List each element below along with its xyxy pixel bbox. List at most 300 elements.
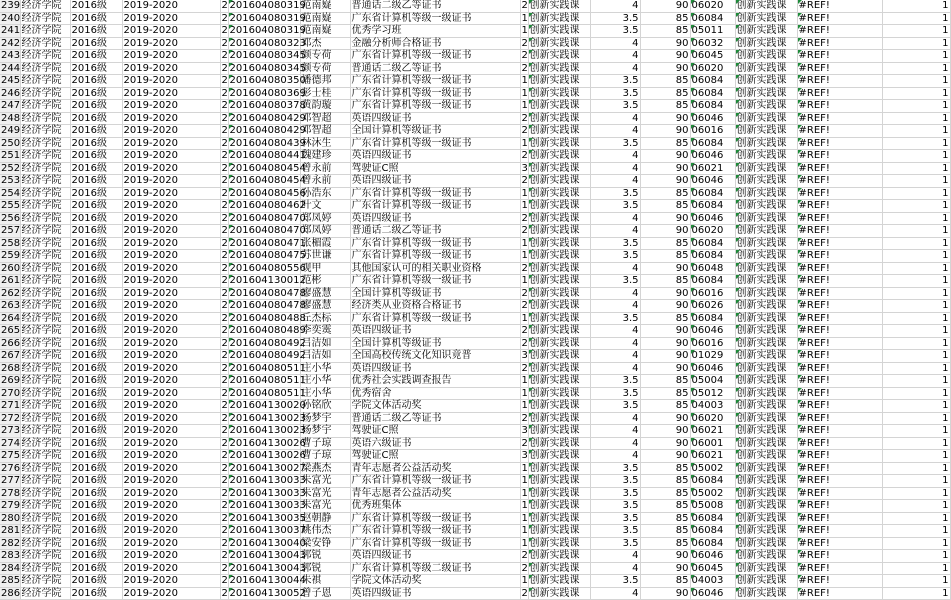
term-cell[interactable]: 2 [221,512,228,524]
student-id-cell[interactable]: 201604130043 [229,562,306,574]
certificate-cell[interactable]: 广东省计算机等级一级证书 [350,12,520,25]
certificate-cell[interactable]: 广东省计算机等级一级证书 [350,250,520,263]
flag-cell[interactable]: 1 [882,187,950,200]
ref-error-cell[interactable]: #REF! [797,75,882,88]
college-cell[interactable]: 经济学院 [20,112,70,125]
student-id-cell[interactable]: 201604080470 [229,225,306,236]
score-cell[interactable]: 90 [640,450,690,463]
category-cell[interactable]: 创新实践课 [735,462,797,475]
college-cell[interactable]: 经济学院 [20,12,70,25]
flag-cell[interactable]: 1 [882,100,950,113]
row-header[interactable]: 244 [1,62,21,74]
ref-error-cell[interactable]: #REF! [797,250,882,263]
term-cell[interactable]: 2 [221,550,228,561]
student-id-cell[interactable]: 201604080319 [229,0,306,11]
credit-cell[interactable]: 3.5 [590,537,640,550]
college-cell[interactable]: 经济学院 [20,187,70,200]
student-name-cell[interactable]: 赵朝静 [300,512,350,525]
term-cell[interactable]: 2 [221,525,228,536]
score-cell[interactable]: 85 [640,400,690,413]
term-cell[interactable]: 2 [221,350,228,361]
term-cell[interactable]: 2 [221,187,228,199]
certificate-cell[interactable]: 学院文体活动奖 [350,400,520,413]
student-id-cell[interactable]: 201604130033 [229,487,306,499]
term-cell[interactable]: 2 [221,12,228,24]
flag-cell[interactable]: 1 [882,237,950,250]
credit-cell[interactable]: 4 [590,125,640,138]
category-cell[interactable]: 创新实践课 [735,262,797,275]
credit-cell[interactable]: 3.5 [590,487,640,500]
category-cell[interactable]: 创新实践课 [735,487,797,500]
course-type-cell[interactable]: 创新实践课 [528,187,590,200]
certificate-cell[interactable]: 优秀学习班 [350,25,520,38]
course-type-cell[interactable]: 创新实践课 [528,200,590,213]
category-cell[interactable]: 创新实践课 [735,250,797,263]
student-id-cell[interactable]: 201604130052 [229,587,306,599]
year-cell[interactable]: 2019-2020 [122,425,220,438]
row-header[interactable]: 278 [1,487,21,499]
flag-cell[interactable]: 1 [882,112,950,125]
row-header[interactable]: 256 [1,212,21,224]
term-cell[interactable]: 2 [221,325,228,336]
student-name-cell[interactable]: 张楣霞 [300,237,350,250]
flag-cell[interactable]: 1 [882,200,950,213]
student-id-cell[interactable]: 201604080511 [229,362,306,374]
code-cell[interactable]: 06020 [690,62,735,75]
student-id-cell[interactable]: 201604130023 [229,425,306,436]
code-cell[interactable]: 06016 [690,337,735,350]
level-cell[interactable]: 2 [521,0,528,11]
year-cell[interactable]: 2019-2020 [122,587,220,600]
level-cell[interactable]: 1 [521,75,528,86]
course-type-cell[interactable]: 创新实践课 [528,62,590,75]
flag-cell[interactable]: 1 [882,500,950,513]
course-type-cell[interactable]: 创新实践课 [528,300,590,313]
certificate-cell[interactable]: 普通话二级乙等证书 [350,0,520,12]
certificate-cell[interactable]: 广东省计算机等级一级证书 [350,187,520,200]
year-cell[interactable]: 2019-2020 [122,475,220,488]
category-cell[interactable]: 创新实践课 [735,325,797,338]
code-cell[interactable]: 06001 [690,437,735,450]
year-cell[interactable]: 2019-2020 [122,0,220,12]
ref-error-cell[interactable]: #REF! [797,587,882,600]
level-cell[interactable]: 1 [521,400,528,411]
code-cell[interactable]: 06046 [690,150,735,163]
certificate-cell[interactable]: 英语四级证书 [350,175,520,188]
score-cell[interactable]: 90 [640,287,690,300]
course-type-cell[interactable]: 创新实践课 [528,337,590,350]
level-cell[interactable]: 1 [521,237,528,249]
term-cell[interactable]: 2 [221,175,228,186]
certificate-cell[interactable]: 经济类从业资格合格证书 [350,300,520,313]
certificate-cell[interactable]: 英语四级证书 [350,325,520,338]
row-header[interactable]: 255 [1,200,21,211]
course-type-cell[interactable]: 创新实践课 [528,500,590,513]
college-cell[interactable]: 经济学院 [20,175,70,188]
year-cell[interactable]: 2019-2020 [122,487,220,500]
certificate-cell[interactable]: 普通话二级乙等证书 [350,225,520,238]
student-name-cell[interactable]: 范彬 [300,275,350,288]
year-cell[interactable]: 2019-2020 [122,562,220,575]
code-cell[interactable]: 06046 [690,175,735,188]
student-name-cell[interactable]: 叶文 [300,200,350,213]
score-cell[interactable]: 90 [640,412,690,425]
grade-cell[interactable]: 2016级 [70,187,122,200]
row-header[interactable]: 283 [1,550,21,561]
credit-cell[interactable]: 3.5 [590,75,640,88]
grade-cell[interactable]: 2016级 [70,500,122,513]
course-type-cell[interactable]: 创新实践课 [528,137,590,150]
year-cell[interactable]: 2019-2020 [122,362,220,375]
certificate-cell[interactable]: 广东省计算机等级二级证书 [350,562,520,575]
category-cell[interactable]: 创新实践课 [735,300,797,313]
college-cell[interactable]: 经济学院 [20,137,70,150]
term-cell[interactable]: 2 [221,0,228,11]
certificate-cell[interactable]: 金融分析师合格证书 [350,37,520,50]
college-cell[interactable]: 经济学院 [20,212,70,225]
row-header[interactable]: 284 [1,562,21,574]
student-id-cell[interactable]: 201604130023 [229,412,306,424]
score-cell[interactable]: 85 [640,525,690,538]
student-name-cell[interactable]: 杨梦宇 [300,412,350,425]
certificate-cell[interactable]: 英语四级证书 [350,112,520,125]
grade-cell[interactable]: 2016级 [70,262,122,275]
college-cell[interactable]: 经济学院 [20,350,70,363]
course-type-cell[interactable]: 创新实践课 [528,375,590,388]
grade-cell[interactable]: 2016级 [70,450,122,463]
certificate-cell[interactable]: 青年志愿者公益活动奖 [350,462,520,475]
college-cell[interactable]: 经济学院 [20,237,70,250]
student-name-cell[interactable]: 曹子琼 [300,450,350,463]
college-cell[interactable]: 经济学院 [20,287,70,300]
course-type-cell[interactable]: 创新实践课 [528,387,590,400]
level-cell[interactable]: 3 [521,162,528,174]
row-header[interactable]: 258 [1,237,21,249]
term-cell[interactable]: 2 [221,50,228,61]
code-cell[interactable]: 06032 [690,37,735,50]
course-type-cell[interactable]: 创新实践课 [528,362,590,375]
term-cell[interactable]: 2 [221,412,228,424]
student-name-cell[interactable]: 黄韵璇 [300,100,350,113]
code-cell[interactable]: 04003 [690,575,735,588]
ref-error-cell[interactable]: #REF! [797,462,882,475]
course-type-cell[interactable]: 创新实践课 [528,400,590,413]
credit-cell[interactable]: 4 [590,337,640,350]
row-header[interactable]: 269 [1,375,21,386]
course-type-cell[interactable]: 创新实践课 [528,37,590,50]
code-cell[interactable]: 01029 [690,350,735,363]
college-cell[interactable]: 经济学院 [20,250,70,263]
year-cell[interactable]: 2019-2020 [122,400,220,413]
student-id-cell[interactable]: 201604130026 [229,450,306,461]
flag-cell[interactable]: 1 [882,275,950,288]
flag-cell[interactable]: 1 [882,62,950,75]
credit-cell[interactable]: 4 [590,350,640,363]
score-cell[interactable]: 90 [640,212,690,225]
category-cell[interactable]: 创新实践课 [735,412,797,425]
course-type-cell[interactable]: 创新实践课 [528,150,590,163]
row-header[interactable]: 248 [1,112,21,124]
student-id-cell[interactable]: 201604080470 [229,212,306,224]
score-cell[interactable]: 85 [640,575,690,588]
credit-cell[interactable]: 3.5 [590,400,640,413]
credit-cell[interactable]: 4 [590,262,640,275]
row-header[interactable]: 262 [1,287,21,299]
college-cell[interactable]: 经济学院 [20,387,70,400]
course-type-cell[interactable]: 创新实践课 [528,212,590,225]
term-cell[interactable]: 2 [221,475,228,486]
student-name-cell[interactable]: 彭士桂 [300,87,350,100]
score-cell[interactable]: 90 [640,362,690,375]
year-cell[interactable]: 2019-2020 [122,350,220,363]
student-name-cell[interactable]: 曾永前 [300,175,350,188]
score-cell[interactable]: 85 [640,100,690,113]
term-cell[interactable]: 2 [221,487,228,499]
term-cell[interactable]: 2 [221,375,228,386]
course-type-cell[interactable]: 创新实践课 [528,487,590,500]
level-cell[interactable]: 1 [521,100,528,111]
level-cell[interactable]: 2 [521,362,528,374]
course-type-cell[interactable]: 创新实践课 [528,475,590,488]
certificate-cell[interactable]: 广东省计算机等级一级证书 [350,475,520,488]
year-cell[interactable]: 2019-2020 [122,225,220,238]
code-cell[interactable]: 06084 [690,275,735,288]
student-id-cell[interactable]: 201604080478 [229,287,306,299]
row-header[interactable]: 276 [1,462,21,474]
score-cell[interactable]: 90 [640,437,690,450]
category-cell[interactable]: 创新实践课 [735,37,797,50]
student-name-cell[interactable]: 颜专荷 [300,50,350,63]
certificate-cell[interactable]: 广东省计算机等级一级证书 [350,87,520,100]
college-cell[interactable]: 经济学院 [20,200,70,213]
code-cell[interactable]: 06046 [690,212,735,225]
credit-cell[interactable]: 3.5 [590,375,640,388]
student-id-cell[interactable]: 201604080456 [229,187,306,199]
flag-cell[interactable]: 1 [882,12,950,25]
college-cell[interactable]: 经济学院 [20,575,70,588]
credit-cell[interactable]: 4 [590,225,640,238]
row-header[interactable]: 251 [1,150,21,161]
flag-cell[interactable]: 1 [882,137,950,150]
level-cell[interactable]: 3 [521,350,528,361]
grade-cell[interactable]: 2016级 [70,375,122,388]
row-header[interactable]: 270 [1,387,21,399]
student-name-cell[interactable]: 林沐生 [300,137,350,150]
student-id-cell[interactable]: 201604080471 [229,237,306,249]
term-cell[interactable]: 2 [221,262,228,274]
grade-cell[interactable]: 2016级 [70,150,122,163]
code-cell[interactable]: 06020 [690,0,735,12]
student-name-cell[interactable]: 梁燕杰 [300,462,350,475]
category-cell[interactable]: 创新实践课 [735,425,797,438]
category-cell[interactable]: 创新实践课 [735,475,797,488]
student-id-cell[interactable]: 201604080350 [229,75,306,86]
certificate-cell[interactable]: 英语四级证书 [350,212,520,225]
ref-error-cell[interactable]: #REF! [797,225,882,238]
flag-cell[interactable]: 1 [882,262,950,275]
student-name-cell[interactable]: 郭锐 [300,562,350,575]
credit-cell[interactable]: 4 [590,287,640,300]
level-cell[interactable]: 2 [521,150,528,161]
ref-error-cell[interactable]: #REF! [797,500,882,513]
term-cell[interactable]: 2 [221,575,228,586]
year-cell[interactable]: 2019-2020 [122,62,220,75]
student-id-cell[interactable]: 201604130026 [229,437,306,449]
ref-error-cell[interactable]: #REF! [797,412,882,425]
score-cell[interactable]: 85 [640,87,690,100]
student-name-cell[interactable]: 颜专荷 [300,62,350,75]
college-cell[interactable]: 经济学院 [20,500,70,513]
row-header[interactable]: 254 [1,187,21,199]
credit-cell[interactable]: 4 [590,412,640,425]
year-cell[interactable]: 2019-2020 [122,275,220,288]
credit-cell[interactable]: 3.5 [590,475,640,488]
level-cell[interactable]: 2 [521,225,528,236]
flag-cell[interactable]: 1 [882,487,950,500]
flag-cell[interactable]: 1 [882,300,950,313]
year-cell[interactable]: 2019-2020 [122,537,220,550]
grade-cell[interactable]: 2016级 [70,362,122,375]
flag-cell[interactable]: 1 [882,562,950,575]
grade-cell[interactable]: 2016级 [70,212,122,225]
credit-cell[interactable]: 3.5 [590,12,640,25]
ref-error-cell[interactable]: #REF! [797,337,882,350]
college-cell[interactable]: 经济学院 [20,487,70,500]
student-name-cell[interactable]: 吕洁如 [300,350,350,363]
certificate-cell[interactable]: 学院文体活动奖 [350,575,520,588]
year-cell[interactable]: 2019-2020 [122,37,220,50]
grade-cell[interactable]: 2016级 [70,312,122,325]
credit-cell[interactable]: 4 [590,112,640,125]
college-cell[interactable]: 经济学院 [20,337,70,350]
certificate-cell[interactable]: 优秀社会实践调查报告 [350,375,520,388]
course-type-cell[interactable]: 创新实践课 [528,25,590,38]
grade-cell[interactable]: 2016级 [70,62,122,75]
flag-cell[interactable]: 1 [882,312,950,325]
category-cell[interactable]: 创新实践课 [735,75,797,88]
level-cell[interactable]: 2 [521,337,528,349]
row-header[interactable]: 242 [1,37,21,49]
year-cell[interactable]: 2019-2020 [122,187,220,200]
level-cell[interactable]: 2 [521,587,528,599]
grade-cell[interactable]: 2016级 [70,325,122,338]
certificate-cell[interactable]: 广东省计算机等级一级证书 [350,237,520,250]
flag-cell[interactable]: 1 [882,400,950,413]
ref-error-cell[interactable]: #REF! [797,237,882,250]
flag-cell[interactable]: 1 [882,150,950,163]
flag-cell[interactable]: 1 [882,162,950,175]
student-id-cell[interactable]: 201604080511 [229,375,306,386]
college-cell[interactable]: 经济学院 [20,50,70,63]
ref-error-cell[interactable]: #REF! [797,537,882,550]
category-cell[interactable]: 创新实践课 [735,537,797,550]
score-cell[interactable]: 90 [640,175,690,188]
level-cell[interactable]: 1 [521,200,528,211]
ref-error-cell[interactable]: #REF! [797,262,882,275]
student-id-cell[interactable]: 201604080345 [229,50,306,61]
credit-cell[interactable]: 4 [590,550,640,563]
year-cell[interactable]: 2019-2020 [122,412,220,425]
year-cell[interactable]: 2019-2020 [122,287,220,300]
row-header[interactable]: 240 [1,12,21,24]
college-cell[interactable]: 经济学院 [20,62,70,75]
score-cell[interactable]: 85 [640,75,690,88]
level-cell[interactable]: 1 [521,462,528,474]
course-type-cell[interactable]: 创新实践课 [528,575,590,588]
certificate-cell[interactable]: 广东省计算机等级一级证书 [350,137,520,150]
category-cell[interactable]: 创新实践课 [735,237,797,250]
college-cell[interactable]: 经济学院 [20,37,70,50]
college-cell[interactable]: 经济学院 [20,425,70,438]
year-cell[interactable]: 2019-2020 [122,212,220,225]
ref-error-cell[interactable]: #REF! [797,512,882,525]
grade-cell[interactable]: 2016级 [70,87,122,100]
flag-cell[interactable]: 1 [882,337,950,350]
course-type-cell[interactable]: 创新实践课 [528,175,590,188]
grade-cell[interactable]: 2016级 [70,425,122,438]
code-cell[interactable]: 06021 [690,162,735,175]
certificate-cell[interactable]: 青年志愿者公益活动奖 [350,487,520,500]
college-cell[interactable]: 经济学院 [20,75,70,88]
ref-error-cell[interactable]: #REF! [797,112,882,125]
student-id-cell[interactable]: 201604080511 [229,387,306,399]
credit-cell[interactable]: 4 [590,300,640,313]
course-type-cell[interactable]: 创新实践课 [528,437,590,450]
row-header[interactable]: 281 [1,525,21,536]
credit-cell[interactable]: 4 [590,325,640,338]
category-cell[interactable]: 创新实践课 [735,512,797,525]
row-header[interactable]: 273 [1,425,21,436]
level-cell[interactable]: 1 [521,575,528,586]
flag-cell[interactable]: 1 [882,512,950,525]
credit-cell[interactable]: 3.5 [590,237,640,250]
course-type-cell[interactable]: 创新实践课 [528,0,590,12]
level-cell[interactable]: 1 [521,250,528,261]
score-cell[interactable]: 90 [640,337,690,350]
term-cell[interactable]: 2 [221,112,228,124]
term-cell[interactable]: 2 [221,212,228,224]
certificate-cell[interactable]: 全国计算机等级证书 [350,287,520,300]
category-cell[interactable]: 创新实践课 [735,587,797,600]
certificate-cell[interactable]: 广东省计算机等级一级证书 [350,275,520,288]
term-cell[interactable]: 2 [221,450,228,461]
category-cell[interactable]: 创新实践课 [735,62,797,75]
term-cell[interactable]: 2 [221,200,228,211]
year-cell[interactable]: 2019-2020 [122,500,220,513]
college-cell[interactable]: 经济学院 [20,162,70,175]
certificate-cell[interactable]: 英语四级证书 [350,550,520,563]
row-header[interactable]: 260 [1,262,21,274]
ref-error-cell[interactable]: #REF! [797,400,882,413]
term-cell[interactable]: 2 [221,275,228,286]
term-cell[interactable]: 2 [221,225,228,236]
student-name-cell[interactable]: 孙浩东 [300,187,350,200]
flag-cell[interactable]: 1 [882,75,950,88]
student-id-cell[interactable]: 201604080319 [229,12,306,24]
credit-cell[interactable]: 4 [590,562,640,575]
score-cell[interactable]: 85 [640,512,690,525]
student-name-cell[interactable]: 吕洁如 [300,337,350,350]
certificate-cell[interactable]: 广东省计算机等级一级证书 [350,537,520,550]
student-id-cell[interactable]: 201604080492 [229,350,306,361]
student-id-cell[interactable]: 201604080489 [229,325,306,336]
year-cell[interactable]: 2019-2020 [122,575,220,588]
college-cell[interactable]: 经济学院 [20,225,70,238]
term-cell[interactable]: 2 [221,462,228,474]
grade-cell[interactable]: 2016级 [70,387,122,400]
student-id-cell[interactable]: 201604080429 [229,112,306,124]
term-cell[interactable]: 2 [221,337,228,349]
